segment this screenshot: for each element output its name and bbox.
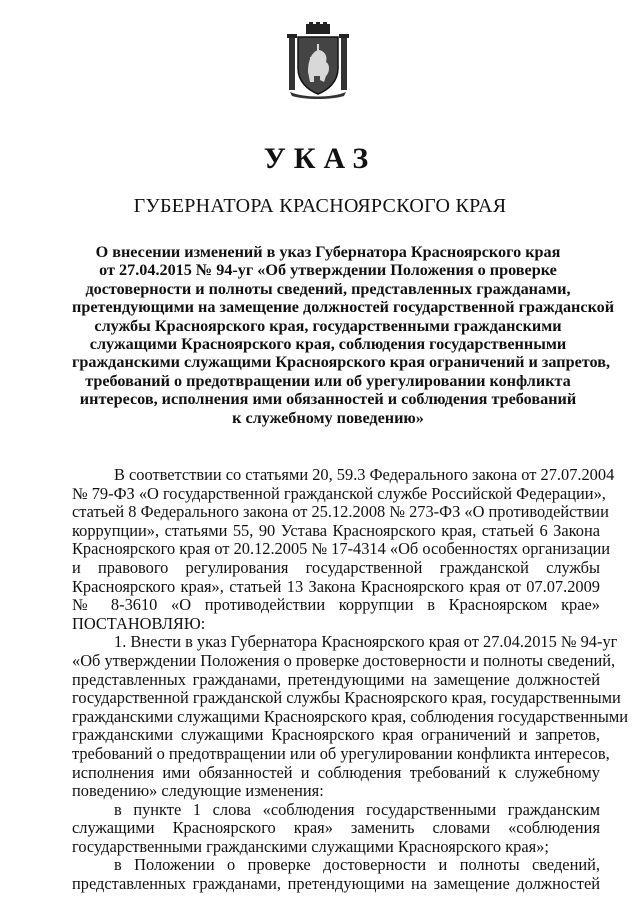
heading-line: от 27.04.2015 № 94-уг «Об утверждении Положения о проверке bbox=[99, 261, 557, 280]
body-line: «Об утверждении Положения о проверке достоверности и полноты сведений, bbox=[72, 650, 616, 670]
krasnoyarsk-coat-of-arms-icon bbox=[286, 22, 350, 100]
document-body bbox=[72, 465, 629, 894]
body-line: служащими Красноярского края» заменить словами «соблюдения bbox=[72, 818, 600, 838]
heading-line: службы Красноярского края, государственными гражданскими bbox=[94, 316, 562, 335]
heading-line: служащими Красноярского края, соблюдения государственными bbox=[89, 335, 567, 354]
document-type: УКАЗ bbox=[263, 142, 377, 175]
body-line: ПОСТАНОВЛЯЮ: bbox=[72, 613, 206, 633]
heading-line: достоверности и полноты сведений, представленных гражданами, bbox=[85, 279, 571, 298]
body-line: № 79-ФЗ «О государственной гражданской службе Российской Федерации», bbox=[72, 483, 606, 503]
body-line: статьей 8 Федерального закона от 25.12.2008 № 273-ФЗ «О противодействии bbox=[72, 502, 609, 522]
heading-line: к служебному поведению» bbox=[232, 408, 424, 427]
body-line: Красноярского края», статьей 13 Закона Красноярского края от 07.07.2009 bbox=[72, 576, 600, 596]
body-line: гражданскими служащими Красноярского края, соблюдения государственными bbox=[72, 706, 629, 726]
document-heading bbox=[72, 243, 615, 427]
body-line: № 8-3610 «О противодействии коррупции в Красноярском крае» bbox=[72, 595, 600, 615]
body-line: исполнения ими обязанностей и соблюдения требований к служебному bbox=[72, 762, 600, 782]
heading-line: требований о предотвращении или об урегулировании конфликта bbox=[85, 371, 571, 390]
body-line: 1. Внести в указ Губернатора Красноярского края от 27.04.2015 № 94-уг bbox=[114, 632, 618, 652]
body-line: представленных гражданами, претендующими на замещение должностей bbox=[72, 669, 600, 689]
body-line: государственной гражданской службы Красноярского края, государственными bbox=[72, 688, 621, 708]
heading-line: интересов, исполнения ими обязанностей и соблюдения требований bbox=[79, 390, 577, 409]
body-line: государственными гражданскими служащими Красноярского края»; bbox=[72, 836, 549, 856]
body-line: представленных гражданами, претендующими на замещение должностей bbox=[72, 874, 600, 894]
body-line: поведению» следующие изменения: bbox=[72, 781, 324, 801]
body-line: в пункте 1 слова «соблюдения государственными гражданским bbox=[114, 799, 600, 819]
body-line: Красноярского края от 20.12.2005 № 17-4314 «Об особенностях организации bbox=[72, 539, 611, 559]
body-line: гражданскими служащими Красноярского края ограничений и запретов, bbox=[72, 725, 600, 745]
body-line: и правового регулирования государственной гражданской службы bbox=[72, 557, 600, 577]
heading-line: гражданскими служащими Красноярского края ограничений и запретов, bbox=[72, 353, 611, 372]
heading-line: О внесении изменений в указ Губернатора Красноярского края bbox=[95, 243, 561, 261]
body-line: в Положении о проверке достоверности и полноты сведений, bbox=[114, 855, 600, 875]
body-line: требований о предотвращении или об урегулировании конфликта интересов, bbox=[72, 743, 610, 763]
heading-line: претендующими на замещение должностей государственной гражданской bbox=[72, 298, 615, 317]
body-line: В соответствии со статьями 20, 59.3 Федерального закона от 27.07.2004 bbox=[114, 465, 615, 484]
document-issuer: ГУБЕРНАТОРА КРАСНОЯРСКОГО КРАЯ bbox=[133, 195, 507, 217]
body-line: коррупции», статьями 55, 90 Устава Красноярского края, статьей 6 Закона bbox=[72, 520, 600, 540]
